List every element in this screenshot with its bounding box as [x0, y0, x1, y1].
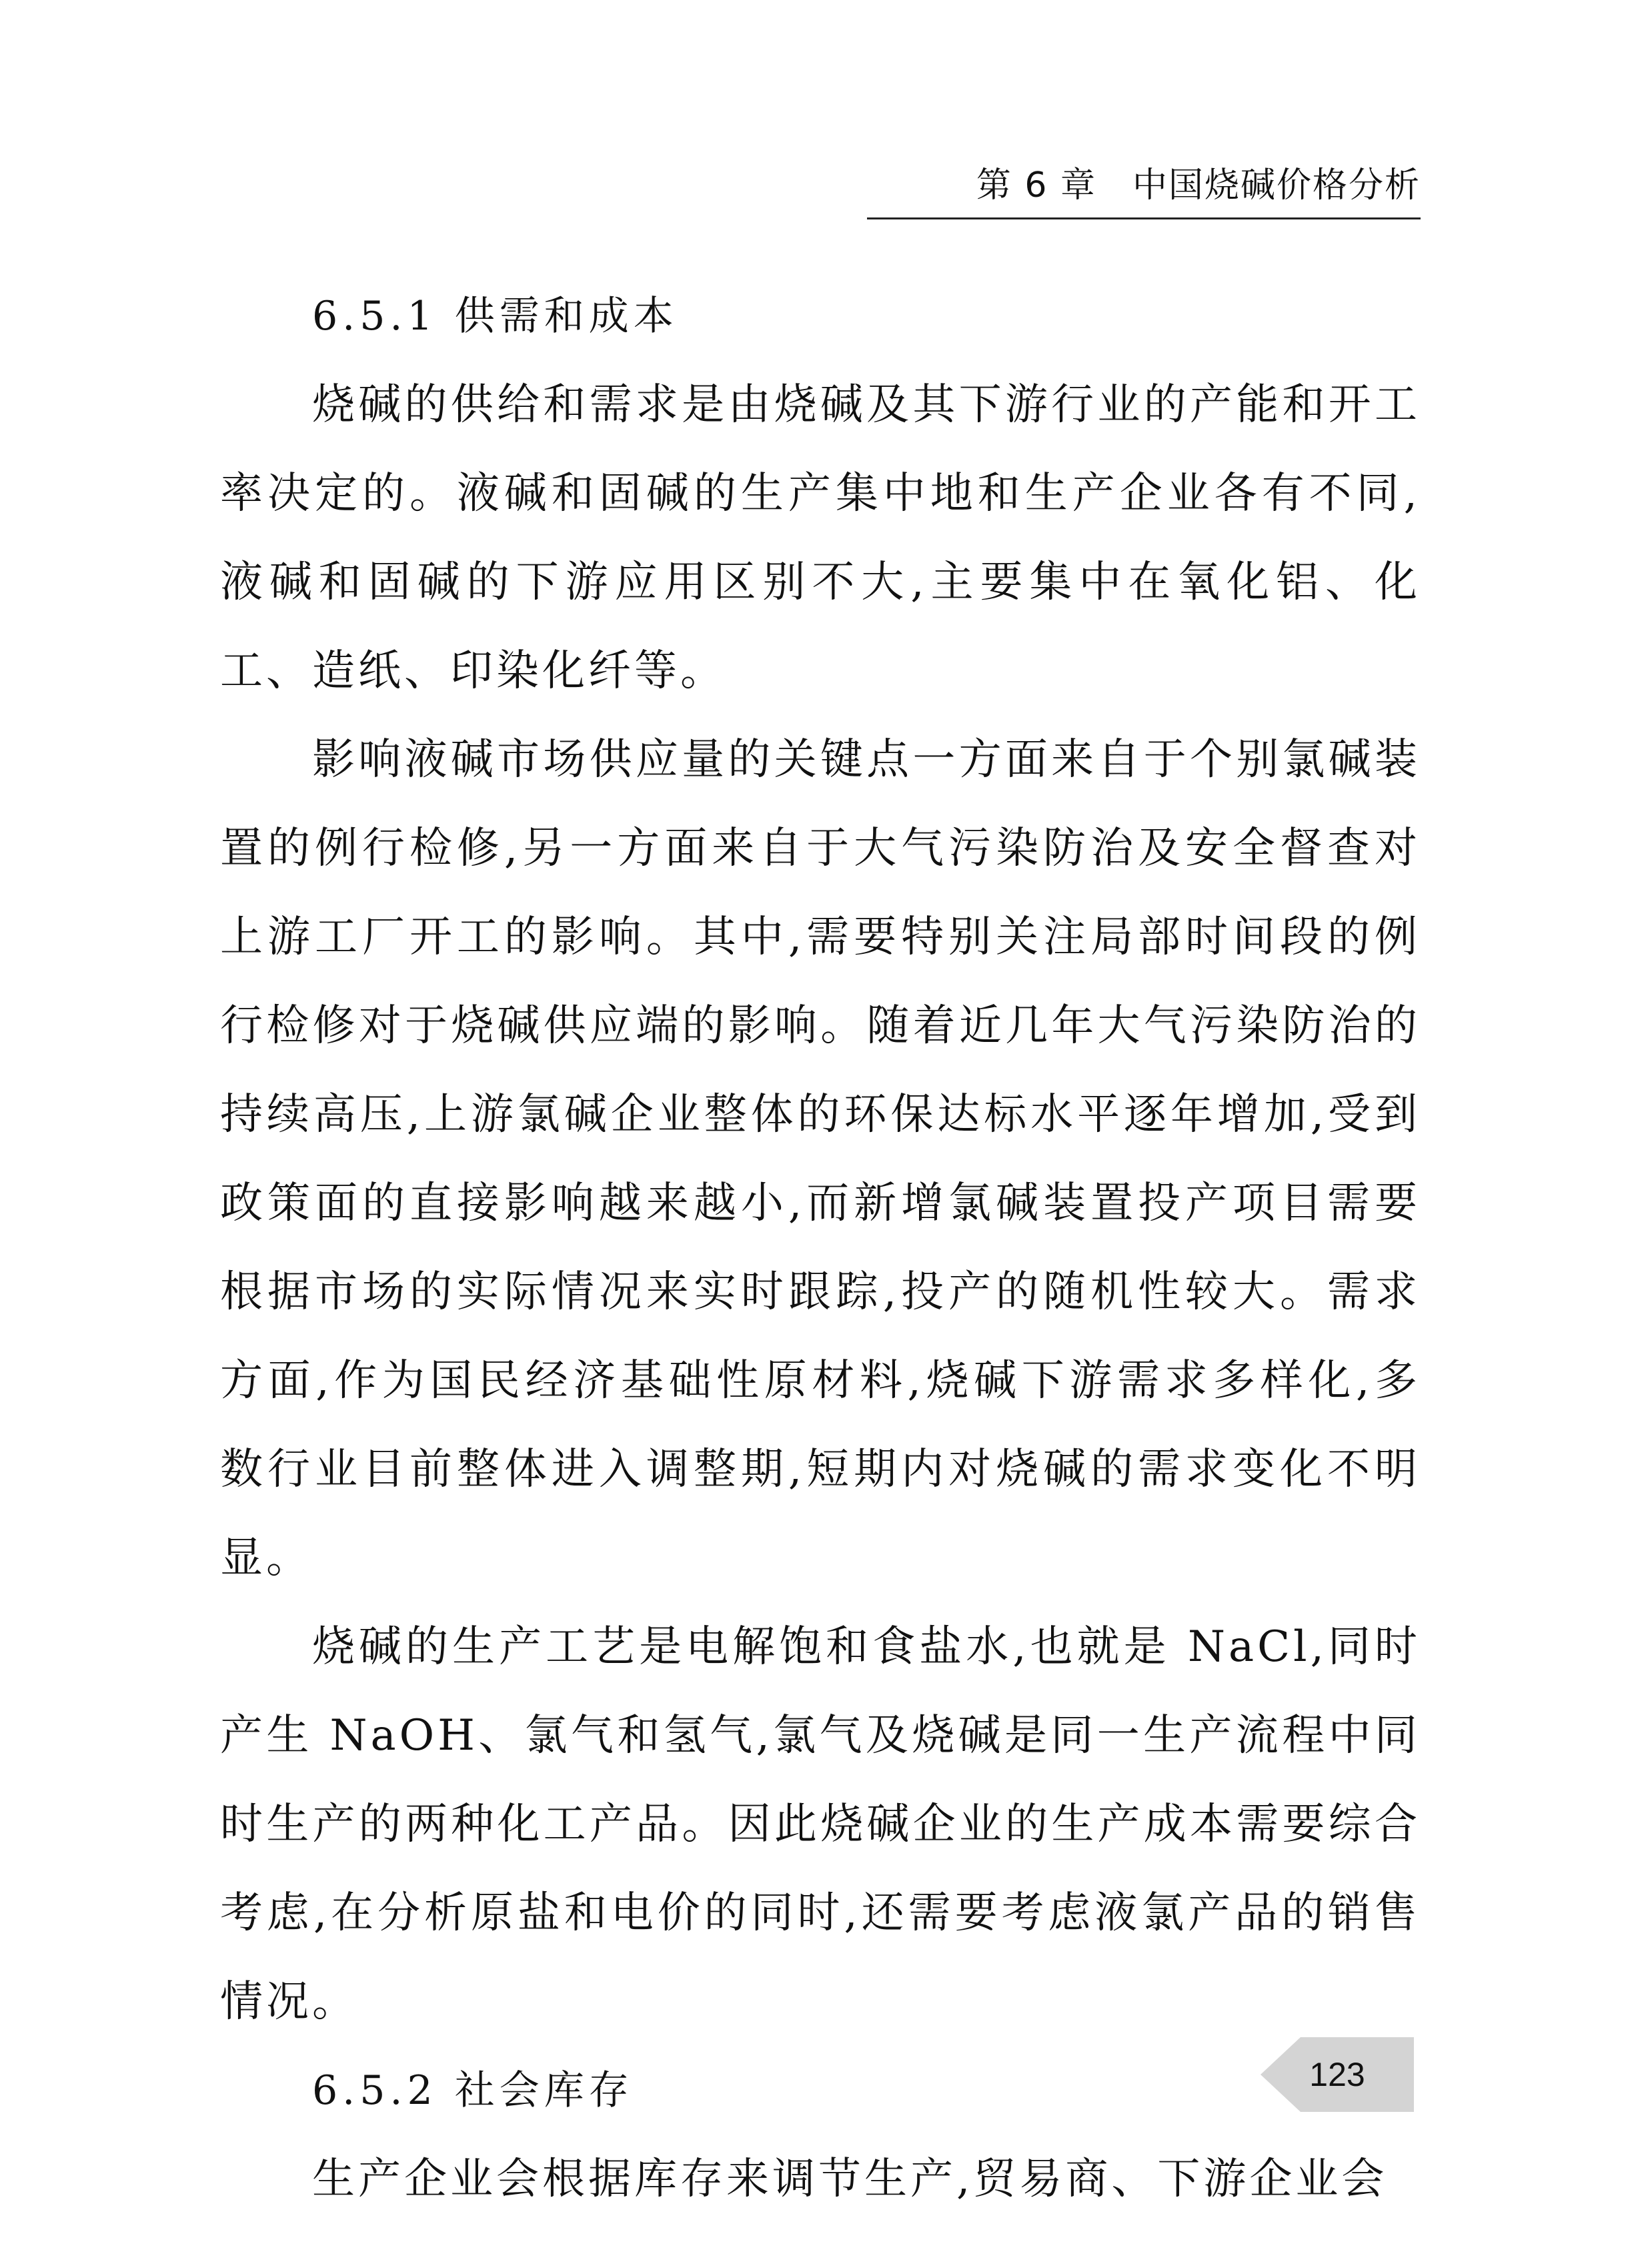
- page-number: 123: [1309, 2056, 1365, 2093]
- page-number-badge: [1261, 2037, 1414, 2112]
- paragraph: 烧碱的供给和需求是由烧碱及其下游行业的产能和开工率决定的。液碱和固碱的生产集中地和生产企业各有不同,液碱和固碱的下游应用区别不大,主要集中在氧化铝、化工、造纸、印染化纤等。: [220, 380, 1421, 696]
- page-body: [220, 272, 1421, 2224]
- section-heading: 6.5.2 社会库存: [312, 2067, 634, 2114]
- paragraph: 影响液碱市场供应量的关键点一方面来自于个别氯碱装置的例行检修,另一方面来自于大气污染防治及安全督查对上游工厂开工的影响。其中,需要特别关注局部时间段的例行检修对于烧碱供应端的影响。随着近几年大气污染防治的持续高压,上游氯碱企业整体的环保达标水平逐年增加,受到政策面的直接影响越来越小,而新增氯碱装置投产项目需要根据市场的实际情况来实时跟踪,投产的随机性较大。需求方面,作为国民经济基础性原材料,烧碱下游需求多样化,多数行业目前整体进入调整期,短期内对烧碱的需求变化不明显。: [220, 735, 1421, 1583]
- chapter-title: 第 6 章 中国烧碱价格分析: [976, 165, 1421, 205]
- section-heading: 6.5.1 供需和成本: [312, 293, 678, 340]
- paragraph: 生产企业会根据库存来调节生产,贸易商、下游企业会: [312, 2155, 1388, 2204]
- running-header: [867, 157, 1421, 219]
- paragraph: 烧碱的生产工艺是电解饱和食盐水,也就是 NaCl,同时产生 NaOH、氯气和氢气,氯气及烧碱是同一生产流程中同时生产的两种化工产品。因此烧碱企业的生产成本需要综合考虑,在分析原盐和电价的同时,还需要考虑液氯产品的销售情况。: [220, 1622, 1421, 2027]
